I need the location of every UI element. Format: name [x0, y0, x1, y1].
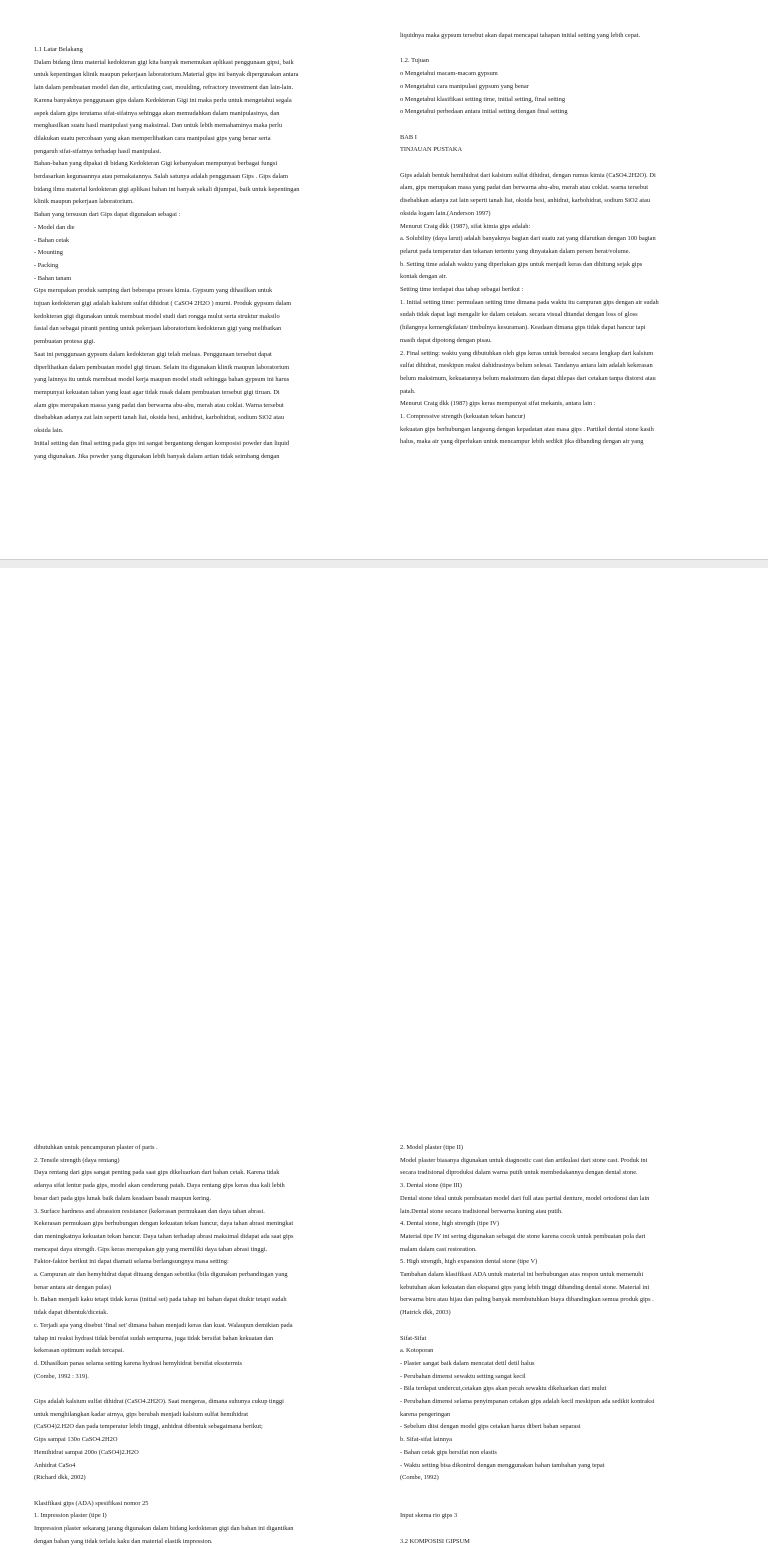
text-line: pelarut pada temperatur dan tekanan tertentu yang dinyatakan dalam persen berat/volume.	[400, 247, 631, 255]
text-line: TINJAUAN PUSTAKA	[400, 146, 463, 154]
text-line: bidang ilmu material kedokteran gigi aplikasi bahan ini banyak sekali dijumpai, baik untuk kepentingan	[34, 185, 300, 193]
text-line: benar antara air dengan pulas)	[34, 1283, 112, 1291]
text-line: Anhidrat CaSo4	[34, 1461, 76, 1469]
text-line: 3.2 KOMPOSISI GIPSUM	[400, 1537, 470, 1545]
text-line: tahap ini reaksi hydrasi tidak bersifat sudah sempurna, juga tidak bersifat bahan kekuatan dan	[34, 1334, 274, 1342]
text-line: a. Solubility (daya larut) adalah banyaknya bagian dari suatu zat yang dilarutkan dengan 100 bagian	[400, 235, 656, 243]
text-line: - Model dan die	[34, 223, 75, 231]
text-line: a. Kotoporan	[400, 1347, 434, 1355]
text-line: Gips adalah kalsium sulfat dihidrat (CaSO4.2H2O). Saat mengeras, dimana suhunya cukup tinggi	[34, 1398, 284, 1406]
text-line: halus, maka air yang diperlukan untuk mencampur lebih sedikit jika dibanding dengan air yang	[400, 438, 644, 446]
text-line: disebabkan adanya zat lain seperti tanah liat, oksida besi, anhidrat, karbohidrat, sodium SiO2 atau	[34, 414, 285, 422]
text-line: kedokteran gigi digunakan untuk membuat model studi dari rongga mulut serta struktur maksilo	[34, 312, 280, 320]
blank-line	[34, 1485, 364, 1498]
text-line: alam gips merupakan massa yang padat dan berwarna abu-abu, merah atau coklat. Warna tersebut	[34, 401, 284, 409]
text-line: tidak dapat dibentuk/dicetak.	[34, 1309, 109, 1317]
text-line: - Perubahan dimensi selama penyimpanan cetakan gips adalah kecil meskipun ada sedikit kontraksi	[400, 1398, 655, 1406]
text-line: b. Sifat-sifat lainnya	[400, 1436, 452, 1444]
text-line: untuk menghilangkan kadar airnya, gips berubah menjadi kalsium sulfat hemihidrat	[34, 1410, 249, 1418]
text-line: - Mounting	[34, 249, 63, 257]
text-line: Input skema rio gips 3	[400, 1512, 458, 1520]
text-line: Bahan yang tersusun dari Gips dapat digunakan sebagai :	[34, 211, 181, 219]
text-line: o Mengetahui klasifikasi setting time, initial setting, final setting	[400, 95, 566, 103]
text-line: o Mengetahui cara manipulasi gypsum yang benar	[400, 82, 529, 90]
text-line: sudah tidak dapat lagi mengalir ke dalam cetakan. secara visual ditandai dengan loss of gloss	[400, 311, 638, 319]
text-line: berwarna biru atau hijau dan paling banyak membutuhkan biaya dibandingkan semua produk gips .	[400, 1296, 654, 1304]
text-line: Hemihidrat sampai 200o (CaSO4)2.H2O	[34, 1448, 139, 1456]
text-line: 3. Dental stone (tipe III)	[400, 1182, 462, 1190]
text-line: dan meningkatnya kekuatan tekan hancur. Daya tahan terhadap abrasi maksimal didapat ada saat gips	[34, 1232, 294, 1240]
page-1-left-column	[34, 44, 364, 463]
page-2-left-column	[34, 1142, 364, 1548]
text-line: Gips adalah bentuk hemihidrat dari kalsium sulfat dihidrat, dengan rumus kimia (CaSO4.2H2O). Di	[400, 171, 656, 179]
text-line: 1.1 Latar Belakang	[34, 46, 83, 53]
text-line: fasial dan sebagai piranti penting untuk pekerjaan laboratorium kedokteran gigi yang melibatkan	[34, 325, 282, 333]
text-line: - Packing	[34, 261, 59, 269]
text-line: aspek dalam gips terutama sifat-sifatnya sehingga akan memudahkan dalam manipulasinya, dan	[34, 109, 280, 117]
blank-line	[400, 1320, 730, 1333]
text-line: Gips sampai 130o CaSO4.2H2O	[34, 1436, 118, 1444]
text-line: BAB I	[400, 133, 417, 141]
text-line: mempunyai kekuatan tahan yang kuat agar tidak rusak dalam pembuatan tersebut gigi tiruan. Di	[34, 388, 280, 396]
text-line: Gips merupakan produk samping dari beberapa proses kimia. Gypsum yang dihasilkan untuk	[34, 287, 273, 295]
text-line: Karena banyaknya penggunaan gips dalam Kedokteran Gigi ini maka perlu untuk mengetahui segala	[34, 96, 292, 104]
text-line: patah.	[400, 387, 416, 395]
text-line: - Waktu setting bisa dikontrol dengan menggunakan bahan tambahan yang tepat	[400, 1461, 605, 1469]
blank-line	[400, 43, 730, 56]
page-separator	[0, 560, 768, 568]
text-line: untuk kepentingan klinik maupun pekerjaan laboratorium.Material gips ini banyak dipergunakan antara	[34, 71, 299, 79]
text-line: malam dalam cast restoration.	[400, 1245, 477, 1253]
blank-line	[400, 1485, 730, 1498]
text-line: 1.2. Tujuan	[400, 57, 429, 65]
text-line: - Bila terdapat undercut,cetakan gips akan pecah sewaktu dikeluarkan dari mulut	[400, 1385, 607, 1393]
text-line: 4. Dental stone, high strength (tipe IV)	[400, 1220, 500, 1228]
text-line: pembuatan protesa gigi.	[34, 338, 96, 346]
text-line: Material tipe IV ini sering digunakan sebagai die stone karena cocok untuk pembuatan pola dari	[400, 1232, 646, 1240]
text-line: - Sebelum diisi dengan model gips cetakan harus diberi bahan separasi	[400, 1423, 581, 1431]
text-line: Tambahan dalam klasifikasi ADA untuk material ini berhubungan atas respon untuk memenuhi	[400, 1271, 644, 1279]
text-line: 1. Compressive strength (kekuatan tekan hancur)	[400, 413, 526, 421]
blank-line	[400, 1498, 730, 1511]
text-line: kekuatan gips berhubungan langsung dengan kepadatan atau masa gips . Partikel dental stone kasih	[400, 425, 654, 433]
text-line: Daya rentang dari gips sangat penting pada saat gips dikeluarkan dari bahan cetak. Karena tidak	[34, 1169, 280, 1177]
text-line: - Plaster sangat baik dalam mencatat detil detil halus	[400, 1359, 535, 1367]
text-line: Dental stone ideal untuk pembuatan model dari full atau partial denture, model ortodonsi dan lain	[400, 1194, 650, 1202]
text-line: b. Bahan menjadi kaku tetapi tidak keras (initial set) pada tahap ini bahan dapat diukir tetapi sudah	[34, 1296, 287, 1304]
text-line: Initial setting dan final setting pada gips ini sangat bergantung dengan komposisi powder dan liquid	[34, 439, 290, 447]
text-line: kekerasan optimum sudah tercapai.	[34, 1347, 125, 1355]
text-line: - Perubahan dimensi sewaktu setting sangat kecil	[400, 1372, 526, 1380]
text-line: (Combe, 1992)	[400, 1474, 439, 1482]
text-line: 2. Tensile strength (daya rentang)	[34, 1156, 120, 1164]
text-line: kebutuhan akan kekuatan dan ekspansi gips yang lebih tinggi dibanding dental stone. Material ini	[400, 1283, 650, 1291]
text-line: Klasifikasi gips (ADA) spesifikasi nomor 25	[34, 1499, 149, 1507]
text-line: b. Setting time adalah waktu yang diperlukan gips untuk menjadi keras dan dihitung sejak gips	[400, 260, 643, 268]
text-line: Menurut Craig dkk (1987), sifat kimia gips adalah:	[400, 222, 531, 230]
text-line: tujuan kedokteran gigi adalah kalsium sulfat dihidrat ( CaSO4 2H2O ) murni. Produk gypsum dalam	[34, 300, 292, 308]
text-line: (CaSO4)2.H2O dan pada temperatur lebih tinggi, anhidrat dibentuk sebagaimana berikut;	[34, 1423, 263, 1431]
text-line: dibutuhkan untuk pencampuran plaster of paris .	[34, 1144, 158, 1151]
text-line: - Bahan cetak	[34, 236, 70, 244]
document-page-1	[0, 0, 768, 560]
text-line: Model plaster biasanya digunakan untuk diagnostic cast dan artikulasi dari stone cast. Produk ini	[400, 1156, 648, 1164]
text-line: 3. Surface hardness and abrassion resistance (kekerasan permukaan dan daya tahan abrasi.	[34, 1207, 265, 1215]
text-line: belum maksimum, kekuatannya belum maksimum dan dapat dilepas dari cetakan tanpa distorsi atau	[400, 374, 656, 382]
text-line: secara tradisional diproduksi dalam warna putih untuk membedakannya dengan dental stone.	[400, 1169, 638, 1177]
text-line: - Bahan cetak gips bersifat non elastis	[400, 1448, 497, 1456]
text-line: a. Campuran air dan hemyhidrat dapat dituang dengan sebotika (bila digunakan perbandingan yang	[34, 1271, 288, 1279]
text-line: Sifat-Sifat	[400, 1334, 427, 1342]
text-line: (hilangnya kemengkilatan/ timbulnya kesuraman). Keadaan dimana gips tidak dapat hancur tapi	[400, 324, 646, 332]
text-line: lain.Dental stone secara tradisional berwarna kuning atau putih.	[400, 1207, 563, 1215]
text-line: yang digunakan. Jika powder yang digunakan lebih banyak dalam artian tidak seimbang dengan	[34, 452, 280, 460]
text-line: klinik maupun pekerjaan laboratorium.	[34, 198, 134, 206]
text-line: 1. Impression plaster (tipe I)	[34, 1512, 107, 1520]
text-line: besar dari pada gips lunak baik dalam keadaan basah maupun kering.	[34, 1194, 211, 1202]
text-line: Faktor-faktor berikut ini dapat diamati selama berlangsungnya masa setting:	[34, 1258, 229, 1266]
blank-line	[400, 157, 730, 170]
text-line: c. Terjadi apa yang disebut 'final set' dimana bahan menjadi keras dan kuat. Walaupun demikian pada	[34, 1321, 293, 1329]
text-line: liquidnya maka gypsum tersebut akan dapat mencapai tahapan initial setting yang lebih cepat.	[400, 32, 641, 39]
text-line: oksida logam lain.(Anderson 1997)	[400, 209, 491, 217]
text-line: d. Dihasilkan panas selama setting karena hydrasi hemyhidrat bersifat eksotermis	[34, 1359, 242, 1367]
text-line: Setting time terdapat dua tahap sebagai berikut :	[400, 286, 524, 294]
text-line: (Hatrick dkk, 2003)	[400, 1309, 451, 1317]
text-line: 1. Initial setting time: permulaan setting time dimana pada waktu itu campuran gips dengan air sudah	[400, 298, 659, 306]
text-line: dengan bahan yang tidak terlalu kaku dan material elastik impression.	[34, 1537, 213, 1545]
text-line: Bahan-bahan yang dipakai di bidang Kedokteran Gigi kebanyakan mempunyai berbagai fungsi	[34, 160, 278, 168]
text-line: Menurut Craig dkk (1987) gips keras mempunyai sifat mekanis, antara lain :	[400, 400, 596, 408]
blank-line	[400, 1523, 730, 1536]
text-line: adanya sifat lentur pada gips, model akan cenderung patah. Daya rentang gips keras dua kali lebih	[34, 1182, 285, 1190]
text-line: karena pengeringan	[400, 1410, 451, 1418]
text-line: Dalam bidang ilmu material kedokteran gigi kita banyak menemukan aplikasi penggunaan gipsi, baik	[34, 58, 294, 66]
text-line: menghasilkan suatu hasil manipulasi yang maksimal. Dan untuk lebih memahaminya maka perlu	[34, 122, 283, 130]
text-line: Kekerasan permukaan gips berhubungan dengan kekuatan tekan hancur, daya tahan abrasi meningkat	[34, 1220, 294, 1228]
text-line: 5. High strength, high expansion dental stone (tipe V)	[400, 1258, 538, 1266]
text-line: kontak dengan air.	[400, 273, 448, 281]
text-line: diperlihatkan dalam pembuatan model gigi tiruan. Selain itu digunakan klinik maupun laboratorium	[34, 363, 290, 371]
text-line: lain dalam pembuatan model dan die, articulating cast, moulding, refractory investment dan lain-lain.	[34, 84, 294, 92]
page-2-right-column	[400, 1142, 730, 1548]
text-line: masih dapat dipotong dengan pisau.	[400, 336, 492, 344]
text-line: pengaruh sifat-sifatnya terhadap hasil manipulasi.	[34, 147, 162, 155]
text-line: yang lainnya itu untuk membuat model kerja maupun model studi sehingga bahan gypsum ini harus	[34, 376, 290, 384]
text-line: disebabkan adanya zat lain seperti tanah liat, oksida besi, anhidrat, karbohidrat, sodium SiO2 atau	[400, 197, 651, 205]
text-line: o Mengetahui perbedaan antara initial setting dengan final setting	[400, 108, 568, 116]
text-line: Impression plaster sekarang jarang digunakan dalam bidang kedokteran gigi dan bahan ini digantikan	[34, 1525, 294, 1533]
text-line: (Combe, 1992 : 319).	[34, 1372, 89, 1380]
page-1-right-column	[400, 30, 730, 449]
text-line: - Bahan tanam	[34, 274, 72, 282]
text-line: 2. Model plaster (tipe II)	[400, 1144, 463, 1151]
text-line: mencapai daya strength. Gips keras merupakan gip yang memiliki daya tahan abrasi tinggi.	[34, 1245, 268, 1253]
blank-line	[34, 1383, 364, 1396]
text-line: 2. Final setting: waktu yang dibutuhkan oleh gips keras untuk bereaksi secara lengkap dari kalsium	[400, 349, 654, 357]
text-line: berdasarkan kegunaannya atau pemakaiannya. Salah satunya adalah penggunaan Gips . Gips dalam	[34, 173, 288, 181]
document-page-2	[0, 568, 768, 1545]
text-line: dilakukan suatu percobaan yang akan memperlihatkan cara manipulasi gips yang benar serta	[34, 134, 271, 142]
text-line: Saat ini penggunaan gypsum dalam kedokteran gigi telah meluas. Penggunaan tersebut dapat	[34, 350, 272, 358]
text-line: sulfat dihidrat, meskipun reaksi dahidrasinya belum selesai. Tandanya antara lain adalah kekerasan	[400, 362, 653, 370]
text-line: oksida lain.	[34, 427, 64, 435]
text-line: (Richard dkk, 2002)	[34, 1474, 86, 1482]
text-line: o Mengetahui macam-macam gypsum	[400, 70, 498, 78]
blank-line	[400, 119, 730, 132]
text-line: alam, gips merupakan masa yang padat dan berwarna abu-abu, merah atau coklat. warna tersebut	[400, 184, 649, 192]
